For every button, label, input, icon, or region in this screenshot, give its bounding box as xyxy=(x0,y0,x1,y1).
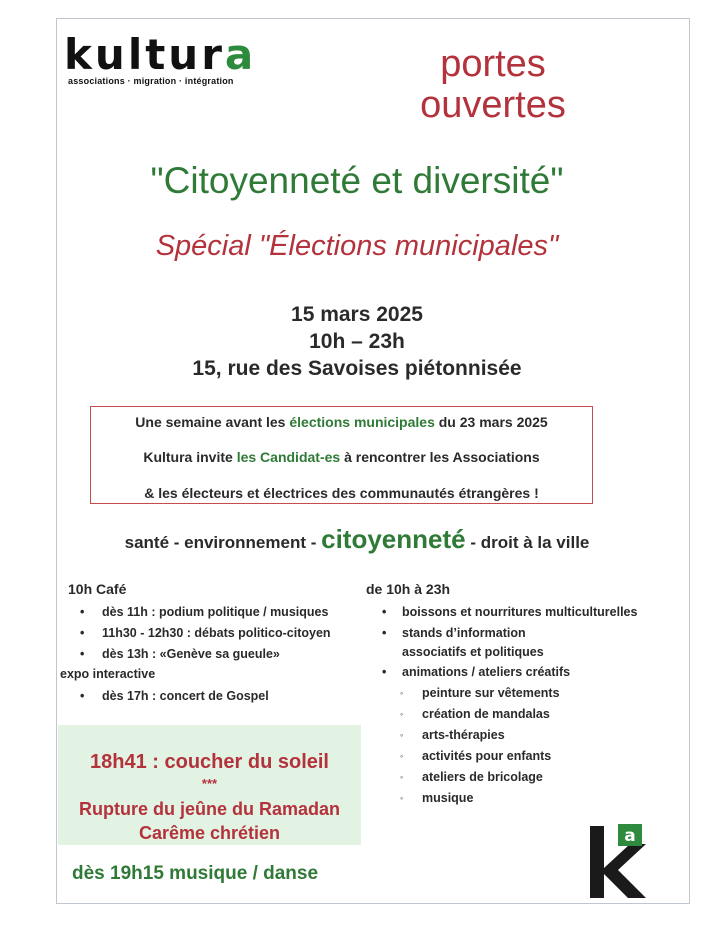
sunset-time: 18h41 : coucher du soleil xyxy=(90,751,329,773)
sub-list-item: ◦ peinture sur vêtements xyxy=(400,686,560,700)
list-item: • boissons et nourritures multiculturelles xyxy=(382,605,638,619)
event-hours: 10h – 23h xyxy=(309,329,405,353)
list-item: • dès 17h : concert de Gospel xyxy=(80,689,269,703)
sub-list-item: ◦ activités pour enfants xyxy=(400,749,552,763)
invite-line-1: Une semaine avant les élections municipales du 23 mars 2025 xyxy=(135,414,548,430)
special-subtitle: Spécial "Élections municipales" xyxy=(155,230,559,262)
headline xyxy=(398,44,588,126)
themes-line: santé - environnement - citoyenneté - droit à la ville xyxy=(124,524,590,554)
sub-list-item: ◦ création de mandalas xyxy=(400,707,550,721)
sunset-stars: *** xyxy=(201,776,218,791)
event-info xyxy=(60,302,654,383)
invite-line-2: Kultura invite les Candidat-es à rencontrer les Associations xyxy=(143,449,540,465)
list-item: • dès 11h : podium politique / musiques xyxy=(80,605,329,619)
k-logo-letter-a: a xyxy=(624,826,636,846)
ramadan-line: Rupture du jeûne du Ramadan xyxy=(78,799,341,819)
logo-tagline: associations · migration · intégration xyxy=(68,76,234,86)
list-item: • 11h30 - 12h30 : débats politico-citoyen xyxy=(80,626,331,640)
logo-word-main: kultur xyxy=(64,30,225,79)
event-address: 15, rue des Savoises piétonnisée xyxy=(192,356,522,380)
event-date: 15 mars 2025 xyxy=(291,303,423,326)
headline-line2: ouvertes xyxy=(420,84,566,127)
theme-title: "Citoyenneté et diversité" xyxy=(150,160,564,201)
kultura-logo xyxy=(64,30,257,79)
list-item: • animations / ateliers créatifs xyxy=(382,665,571,679)
right-column-heading: de 10h à 23h xyxy=(366,581,451,597)
logo-word-accent: a xyxy=(224,30,257,79)
list-item-stands: • stands d’information xyxy=(382,626,526,640)
kultura-k-logo xyxy=(590,824,646,900)
music-line: dès 19h15 musique / danse xyxy=(72,863,319,884)
sub-list-item: ◦ arts-thérapies xyxy=(400,728,505,742)
list-item: • dès 13h : «Genève sa gueule» xyxy=(80,647,280,661)
left-column-heading: 10h Café xyxy=(68,581,127,597)
sub-list-item: ◦ musique xyxy=(400,791,474,805)
expo-note: expo interactive xyxy=(60,667,156,681)
careme-line: Carême chrétien xyxy=(138,823,281,843)
headline-line1: portes xyxy=(440,43,546,85)
themes-highlight: citoyenneté xyxy=(321,524,466,554)
list-item-stands-continued: associatifs et politiques xyxy=(402,645,544,659)
sub-list-item: ◦ ateliers de bricolage xyxy=(400,770,543,784)
invite-line-3: & les électeurs et électrices des communautés étrangères ! xyxy=(144,485,539,501)
